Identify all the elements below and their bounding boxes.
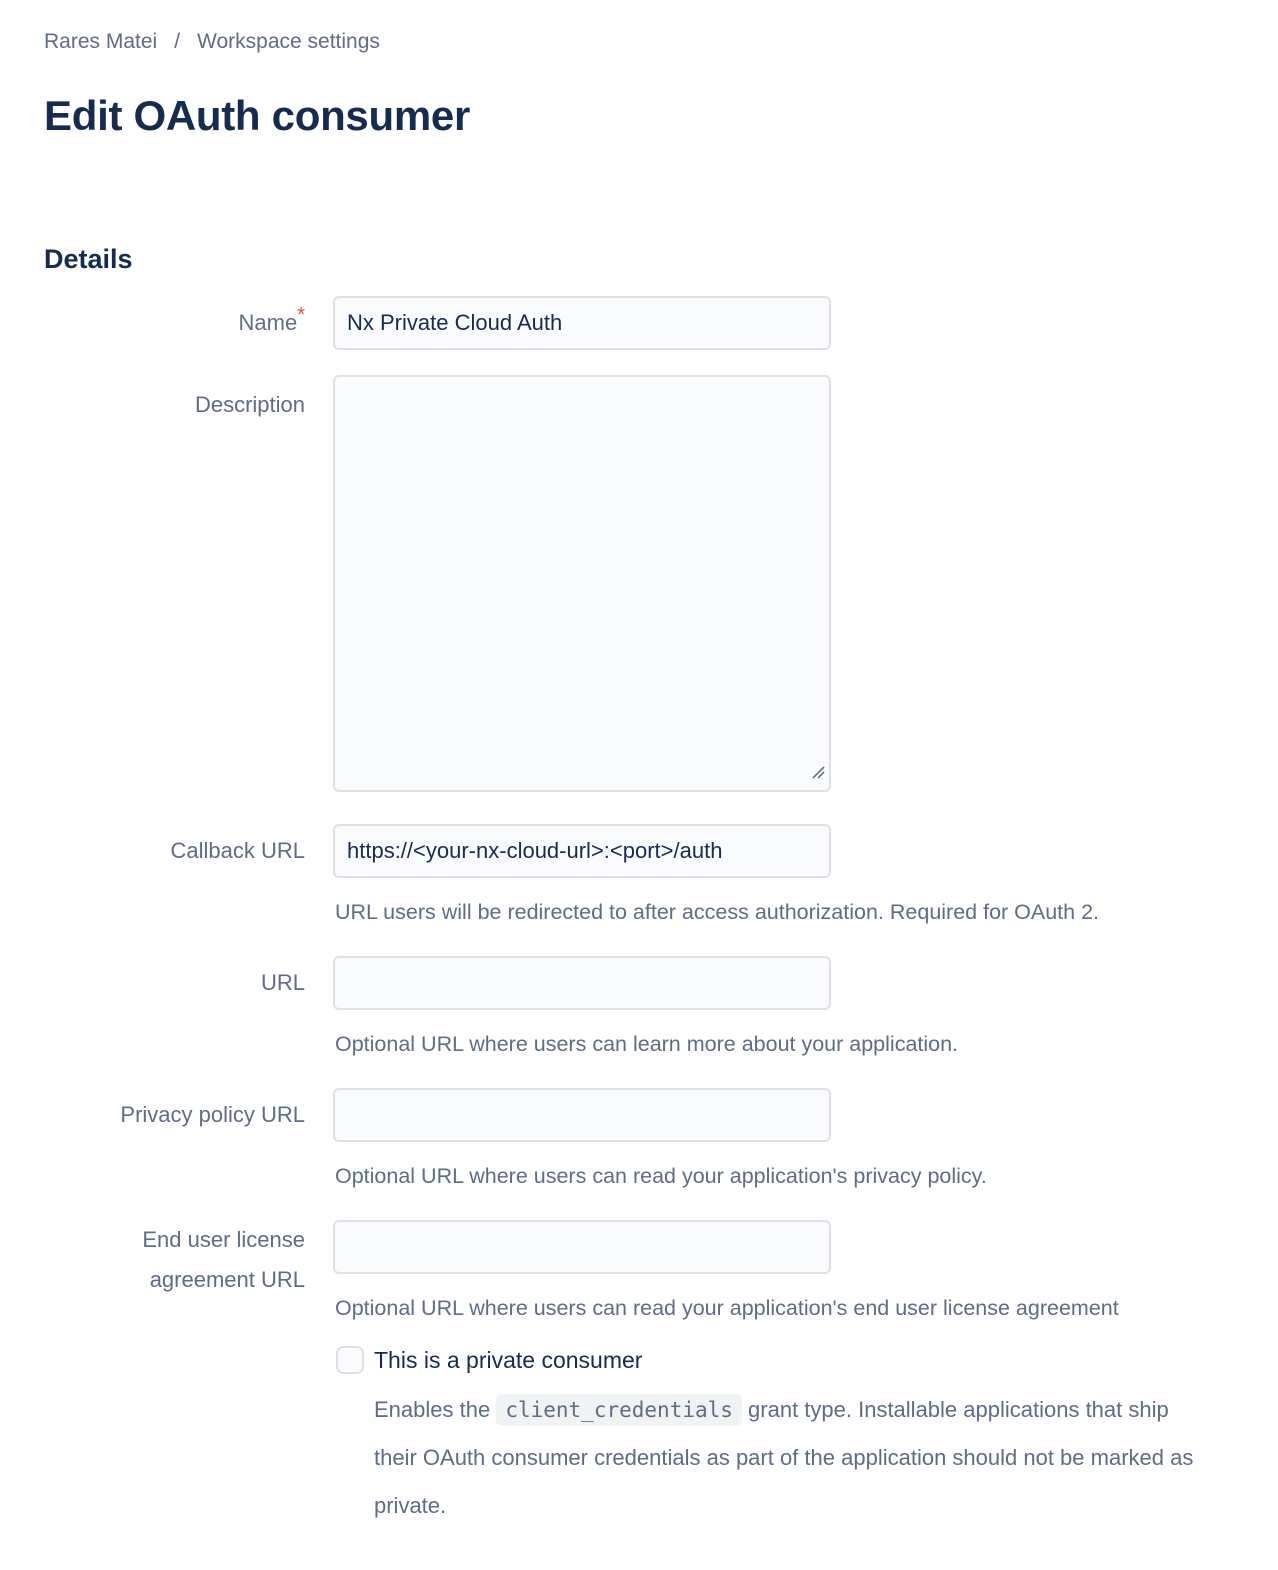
private-consumer-description [374,1386,1206,1530]
url-label [44,956,305,1010]
url-helper-text: Optional URL where users can learn more about your application. [335,1032,959,1057]
oauth-consumer-form [44,296,1234,1530]
breadcrumb-separator: / [174,30,181,53]
name-label-text: Name [238,310,298,336]
eula-url-input[interactable] [333,1220,831,1274]
callback-url-input[interactable] [333,824,831,878]
private-consumer-description-before: Enables the [374,1397,491,1423]
callback-url-label-text: Callback URL [170,838,305,864]
eula-url-field-row [44,1220,1234,1320]
breadcrumb-link-workspace[interactable]: Rares Matei [44,30,158,53]
url-field-row [44,956,1234,1056]
eula-url-label [44,1220,305,1300]
privacy-policy-url-input[interactable] [333,1088,831,1142]
required-asterisk: * [297,304,305,327]
privacy-policy-url-label-text: Privacy policy URL [120,1102,305,1128]
description-label [44,375,305,425]
name-input[interactable] [333,296,831,350]
description-field-row [44,375,1234,792]
client-credentials-code: client_credentials [496,1394,742,1426]
eula-url-helper-text: Optional URL where users can read your application's end user license agreement [335,1296,1119,1321]
eula-url-label-text: End user license agreement URL [142,1227,305,1293]
name-field-row [44,296,1234,350]
private-consumer-checkbox[interactable] [336,1346,364,1374]
privacy-policy-url-label [44,1088,305,1142]
privacy-policy-url-helper-text: Optional URL where users can read your application's privacy policy. [335,1164,987,1189]
callback-url-helper-text: URL users will be redirected to after access authorization. Required for OAuth 2. [335,900,1100,925]
private-consumer-description-after: grant type. Installable applications that ship their OAuth consumer credentials as part of the application should not be marked as private. [374,1397,1194,1519]
breadcrumb [44,30,1234,54]
url-label-text: URL [260,970,305,996]
section-title-details: Details [44,244,133,275]
private-consumer-checkbox-line[interactable] [336,1346,1234,1374]
private-consumer-checkbox-label: This is a private consumer [374,1346,643,1373]
url-input[interactable] [333,956,831,1010]
callback-url-field-row [44,824,1234,924]
name-label [44,296,305,350]
description-textarea[interactable] [333,375,831,792]
private-consumer-row [44,1346,1234,1530]
page-title: Edit OAuth consumer [44,92,470,139]
callback-url-label [44,824,305,878]
description-label-text: Description [194,392,305,418]
breadcrumb-link-workspace-settings[interactable]: Workspace settings [197,30,380,53]
privacy-policy-url-field-row [44,1088,1234,1188]
